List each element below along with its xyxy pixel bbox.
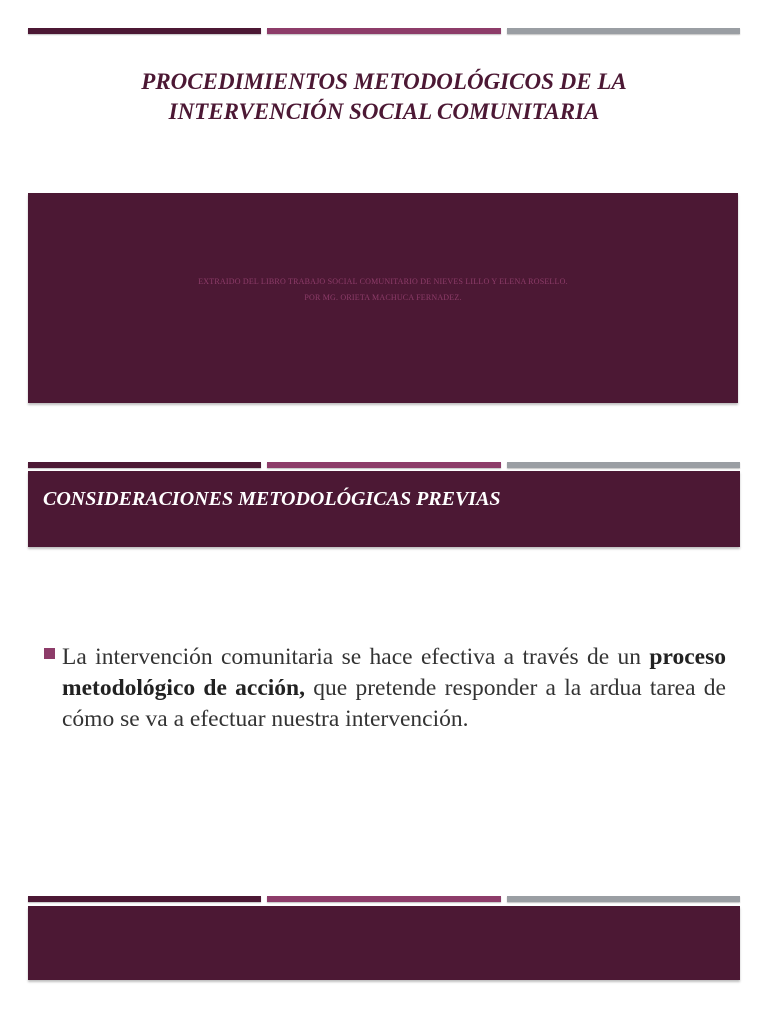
slide2-title: CONSIDERACIONES METODOLÓGICAS PREVIAS (43, 488, 501, 510)
slide1-subtitle-box (28, 193, 738, 403)
square-bullet-icon (44, 648, 55, 659)
accent-bar-mid (267, 896, 500, 902)
subtitle-author-line: POR MG. ORIETA MACHUCA FERNADEZ. (304, 293, 462, 302)
slide3-header (28, 906, 740, 980)
bullet-intro: La intervención comunitaria se hace efectiva a través de un (62, 644, 650, 670)
slide1-title (60, 67, 708, 127)
accent-bar-dark (28, 28, 261, 34)
bullet-item (44, 642, 726, 735)
accent-bar-dark (28, 896, 261, 902)
accent-bar-mid (267, 28, 500, 34)
slide1-accent-bars (28, 28, 740, 34)
slide2-accent-bars (28, 462, 740, 468)
slide1-title-line1: PROCEDIMIENTOS METODOLÓGICOS DE LA (141, 69, 627, 94)
slide1-title-line2: INTERVENCIÓN SOCIAL COMUNITARIA (168, 99, 600, 124)
subtitle-source-line: EXTRAIDO DEL LIBRO TRABAJO SOCIAL COMUNITARIO DE NIEVES LILLO Y ELENA ROSELLO. (198, 277, 568, 286)
accent-bar-dark (28, 462, 261, 468)
accent-bar-gray (507, 28, 740, 34)
accent-bar-gray (507, 462, 740, 468)
bullet-text (62, 642, 726, 735)
slide1-subtitle (28, 274, 738, 306)
accent-bar-gray (507, 896, 740, 902)
accent-bar-mid (267, 462, 500, 468)
slide3-accent-bars (28, 896, 740, 902)
bullet-rest: que pretende responder a la ardua tarea de cómo se va a efectuar nuestra intervención. (62, 675, 726, 732)
bullet-bold: proceso metodológico de acción, (62, 644, 726, 701)
slide2-header (28, 471, 740, 547)
